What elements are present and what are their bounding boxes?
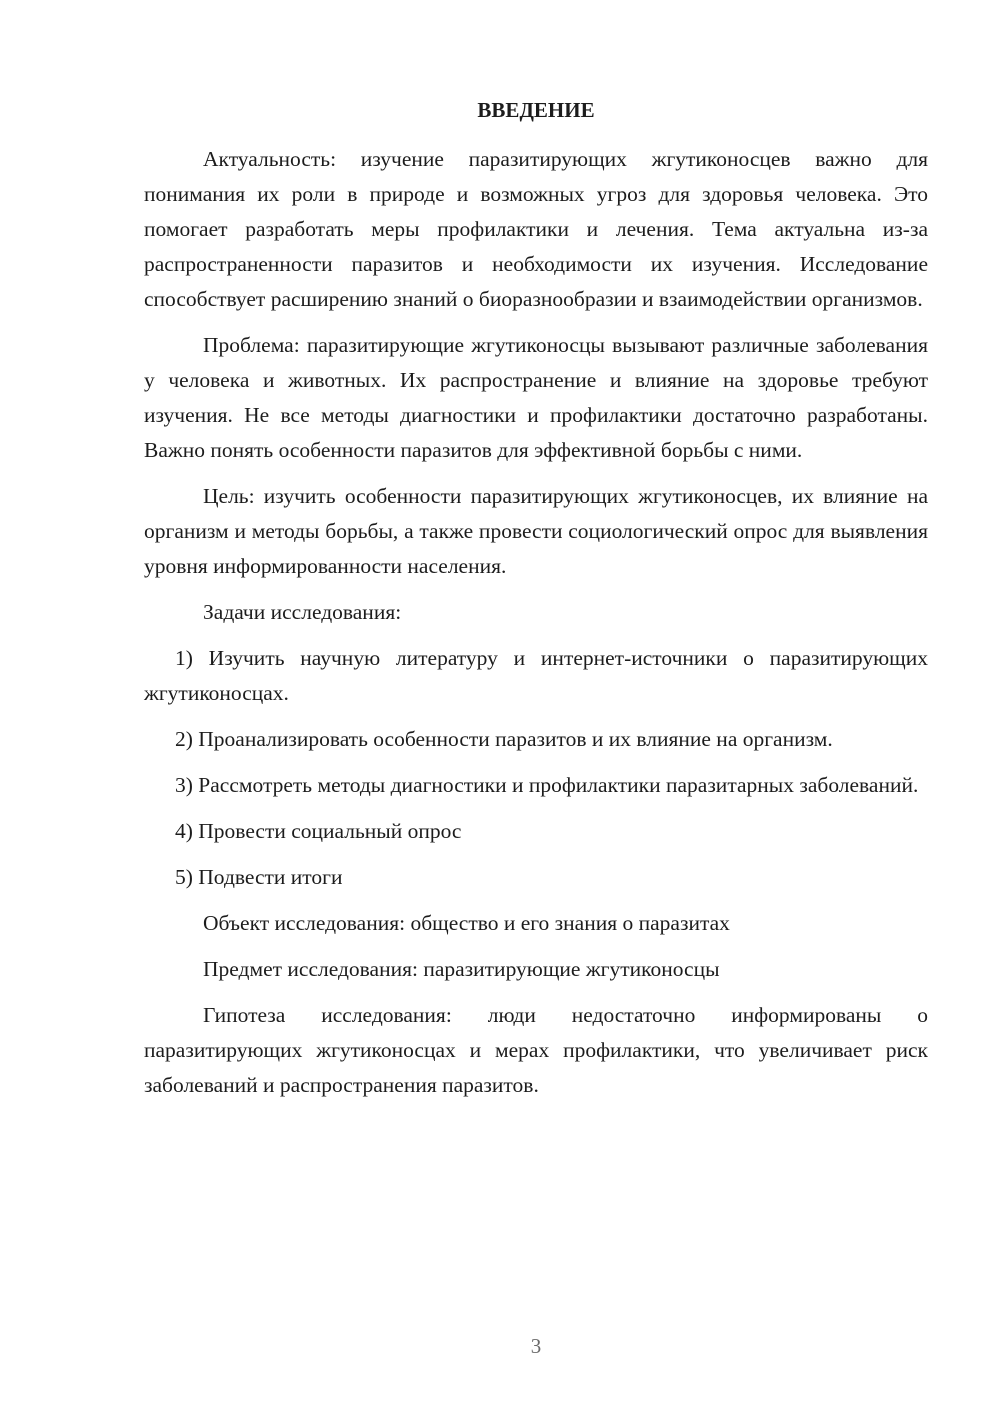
task-item: 4) Провести социальный опрос [175, 819, 462, 843]
relevance-paragraph: Актуальность: изучение паразитирующих жгутиконосцев важно для понимания их роли в природе и возможных угроз для здоровья человека. Это помогает разработать меры профилактики и лечения. Тема актуальна из-за распространенности паразитов и необходимости их изучения. Исследование способствует расширению знаний о биоразнообразии и взаимодействии организмов. [144, 147, 928, 311]
document-page [144, 96, 928, 1114]
task-item: 1) Изучить научную литературу и интернет-источники о паразитирующих жгутиконосцах. [144, 646, 928, 705]
page-number: 3 [530, 1334, 542, 1358]
page-title: ВВЕДЕНИЕ [477, 98, 595, 122]
goal-paragraph: Цель: изучить особенности паразитирующих жгутиконосцев, их влияние на организм и методы борьбы, а также провести социологический опрос для выявления уровня информированности населения. [144, 484, 928, 578]
task-item: 2) Проанализировать особенности паразитов и их влияние на организм. [175, 727, 833, 751]
problem-paragraph: Проблема: паразитирующие жгутиконосцы вызывают различные заболевания у человека и животных. Их распространение и влияние на здоровье требуют изучения. Не все методы диагностики и профилактики достаточно разработаны. Важно понять особенности паразитов для эффективной борьбы с ними. [144, 333, 928, 462]
hypothesis-paragraph: Гипотеза исследования: люди недостаточно информированы о паразитирующих жгутиконосцах и мерах профилактики, что увеличивает риск заболеваний и распространения паразитов. [144, 1003, 928, 1097]
task-item: 3) Рассмотреть методы диагностики и профилактики паразитарных заболеваний. [175, 773, 919, 797]
research-object: Объект исследования: общество и его знания о паразитах [203, 911, 730, 935]
task-item: 5) Подвести итоги [175, 865, 343, 889]
research-subject: Предмет исследования: паразитирующие жгутиконосцы [203, 957, 720, 981]
tasks-heading: Задачи исследования: [203, 600, 402, 624]
